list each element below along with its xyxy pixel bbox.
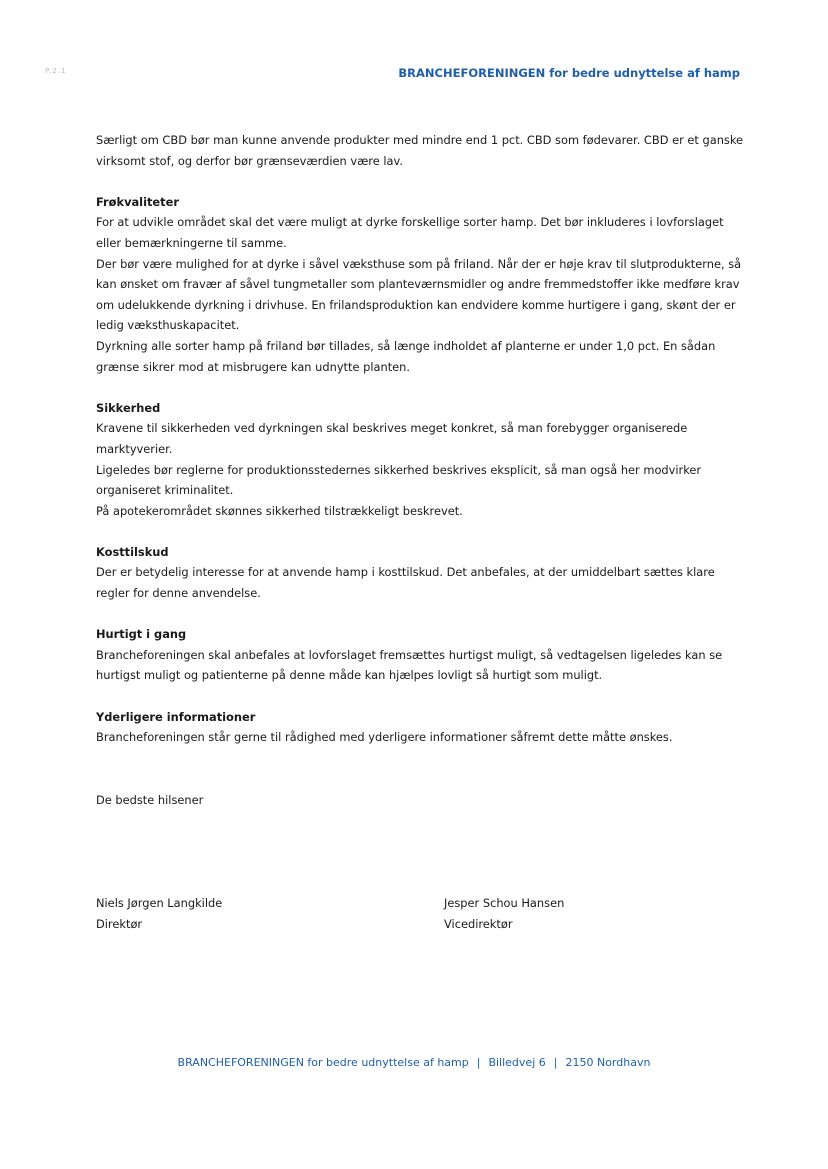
footer-separator: |	[476, 1056, 481, 1069]
signature-block-right	[444, 893, 564, 934]
footer-city: 2150 Nordhavn	[565, 1056, 651, 1069]
section-paragraph: Brancheforeningen skal anbefales at lovforslaget fremsættes hurtigst muligt, så vedtagelsen ligeledes kan se hurtigst muligt og patienterne på denne måde kan hjælpes lovligt så hurtigt som muligt.	[96, 647, 723, 683]
signature-block-left	[96, 893, 222, 934]
section-heading-frokvaliteter: Frøkvaliteter	[96, 194, 179, 209]
section-heading-sikkerhed: Sikkerhed	[96, 400, 161, 415]
section-paragraph: Der er betydelig interesse for at anvende hamp i kosttilskud. Det anbefales, at der umiddelbart sættes klare regler for denne anvendelse.	[96, 565, 715, 601]
footer-organization: BRANCHEFORENINGEN for bedre udnyttelse af hamp	[177, 1056, 469, 1069]
section-paragraph: Dyrkning alle sorter hamp på friland bør tillades, så længe indholdet af planterne er under 1,0 pct. En sådan grænse sikrer mod at misbrugere kan udnytte planten.	[96, 338, 716, 374]
signatory-name: Jesper Schou Hansen	[444, 896, 565, 910]
section-heading-kosttilskud: Kosttilskud	[96, 544, 169, 559]
intro-paragraph: Særligt om CBD bør man kunne anvende produkter med mindre end 1 pct. CBD som fødevarer. CBD er et ganske virksomt stof, og derfor bør grænseværdien være lav.	[96, 133, 744, 168]
section-heading-hurtigt-i-gang: Hurtigt i gang	[96, 627, 187, 642]
footer-address: Billedvej 6	[488, 1056, 546, 1069]
section-heading-yderligere-informationer: Yderligere informationer	[96, 709, 256, 724]
letter-body	[96, 130, 746, 748]
header-organization-title: BRANCHEFORENINGEN for bedre udnyttelse af hamp	[398, 66, 740, 80]
section-paragraph: Ligeledes bør reglerne for produktionsstedernes sikkerhed beskrives eksplicit, så man også her modvirker organiseret kriminalitet.	[96, 462, 702, 498]
section-paragraph: Der bør være mulighed for at dyrke i såvel væksthuse som på friland. Når der er høje krav til slutprodukterne, så kan ønsket om fravær af såvel tungmetaller som planteværnsmidler og andre fremmedstoffer ikke medføre krav om udelukkende dyrkning i drivhuse. En frilandsproduktion kan endvidere komme hurtigere i gang, skønt der er ledig væksthuskapacitet.	[96, 256, 742, 333]
closing-greeting: De bedste hilsener	[96, 793, 204, 807]
section-paragraph: På apotekerområdet skønnes sikkerhed tilstrækkeligt beskrevet.	[96, 503, 463, 518]
signatory-role: Direktør	[96, 916, 143, 931]
section-paragraph: Brancheforeningen står gerne til rådighed med yderligere informationer såfremt dette måtte ønskes.	[96, 730, 673, 745]
page-stamp: P.2.1	[45, 67, 67, 75]
footer-separator: |	[553, 1056, 558, 1069]
signatory-role: Vicedirektør	[444, 916, 513, 931]
section-paragraph: For at udvikle området skal det være muligt at dyrke forskellige sorter hamp. Det bør inkluderes i lovforslaget eller bemærkningerne til samme.	[96, 215, 724, 250]
section-paragraph: Kravene til sikkerheden ved dyrkningen skal beskrives meget konkret, så man forebygger organiserede marktyverier.	[96, 421, 688, 456]
page-footer	[0, 1056, 828, 1069]
signatory-name: Niels Jørgen Langkilde	[96, 896, 223, 910]
